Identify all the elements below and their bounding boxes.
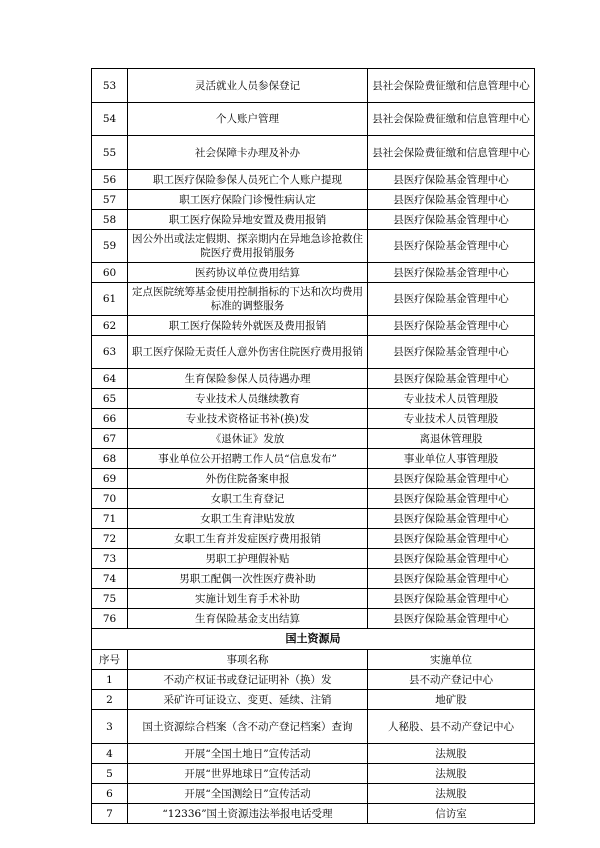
implementing-unit: 法规股	[368, 784, 535, 804]
implementing-unit: 县医疗保险基金管理中心	[368, 170, 535, 190]
table-row	[92, 170, 535, 190]
implementing-unit: 县医疗保险基金管理中心	[368, 569, 535, 589]
header-implementing-unit: 实施单位	[368, 650, 535, 670]
item-name: 医药协议单位费用结算	[128, 263, 368, 283]
row-number: 70	[92, 489, 128, 509]
table-row	[92, 804, 535, 824]
item-name: 男职工护理假补贴	[128, 549, 368, 569]
table-row	[92, 336, 535, 369]
row-number: 5	[92, 764, 128, 784]
table-row	[92, 69, 535, 103]
implementing-unit: 县医疗保险基金管理中心	[368, 230, 535, 263]
table-row	[92, 589, 535, 609]
implementing-unit: 县社会保险费征缴和信息管理中心	[368, 103, 535, 136]
table-row	[92, 429, 535, 449]
row-number: 6	[92, 784, 128, 804]
row-number: 72	[92, 529, 128, 549]
table-row	[92, 369, 535, 389]
table-row	[92, 549, 535, 569]
row-number: 65	[92, 389, 128, 409]
table-row	[92, 136, 535, 170]
row-number: 68	[92, 449, 128, 469]
implementing-unit: 县医疗保险基金管理中心	[368, 263, 535, 283]
row-number: 4	[92, 744, 128, 764]
implementing-unit: 离退休管理股	[368, 429, 535, 449]
row-number: 7	[92, 804, 128, 824]
item-name: “12336”国土资源违法举报电话受理	[128, 804, 368, 824]
table-row	[92, 449, 535, 469]
table-row	[92, 690, 535, 710]
table-row	[92, 509, 535, 529]
item-name: 职工医疗保险无责任人意外伤害住院医疗费用报销	[128, 336, 368, 369]
row-number: 63	[92, 336, 128, 369]
implementing-unit: 县不动产登记中心	[368, 670, 535, 690]
implementing-unit: 事业单位人事管理股	[368, 449, 535, 469]
table-row	[92, 409, 535, 429]
item-name: 不动产权证书或登记证明补（换）发	[128, 670, 368, 690]
implementing-unit: 县医疗保险基金管理中心	[368, 589, 535, 609]
table-row	[92, 489, 535, 509]
row-number: 2	[92, 690, 128, 710]
row-number: 3	[92, 710, 128, 744]
implementing-unit: 县医疗保险基金管理中心	[368, 283, 535, 316]
row-number: 71	[92, 509, 128, 529]
item-name: 定点医院统筹基金使用控制指标的下达和次均费用标准的调整服务	[128, 283, 368, 316]
implementing-unit: 信访室	[368, 804, 535, 824]
row-number: 66	[92, 409, 128, 429]
row-number: 53	[92, 69, 128, 103]
item-name: 开展“全国测绘日”宣传活动	[128, 784, 368, 804]
row-number: 60	[92, 263, 128, 283]
implementing-unit: 法规股	[368, 744, 535, 764]
item-name: 职工医疗保险异地安置及费用报销	[128, 210, 368, 230]
row-number: 69	[92, 469, 128, 489]
table-row	[92, 710, 535, 744]
item-name: 职工医疗保险参保人员死亡个人账户提现	[128, 170, 368, 190]
item-name: 职工医疗保险门诊慢性病认定	[128, 190, 368, 210]
item-name: 生育保险参保人员待遇办理	[128, 369, 368, 389]
header-number: 序号	[92, 650, 128, 670]
item-name: 专业技术资格证书补(换)发	[128, 409, 368, 429]
item-name: 开展“全国土地日”宣传活动	[128, 744, 368, 764]
column-header-row	[92, 650, 535, 670]
table-row	[92, 316, 535, 336]
implementing-unit: 县医疗保险基金管理中心	[368, 336, 535, 369]
item-name: 国土资源综合档案（含不动产登记档案）查询	[128, 710, 368, 744]
row-number: 55	[92, 136, 128, 170]
row-number: 54	[92, 103, 128, 136]
implementing-unit: 县医疗保险基金管理中心	[368, 190, 535, 210]
item-name: 女职工生育津贴发放	[128, 509, 368, 529]
implementing-unit: 县社会保险费征缴和信息管理中心	[368, 69, 535, 103]
implementing-unit: 县医疗保险基金管理中心	[368, 609, 535, 629]
implementing-unit: 专业技术人员管理股	[368, 389, 535, 409]
implementing-unit: 县医疗保险基金管理中心	[368, 549, 535, 569]
table-row	[92, 263, 535, 283]
row-number: 62	[92, 316, 128, 336]
row-number: 59	[92, 230, 128, 263]
implementing-unit: 县医疗保险基金管理中心	[368, 529, 535, 549]
table-row	[92, 569, 535, 589]
item-name: 灵活就业人员参保登记	[128, 69, 368, 103]
implementing-unit: 县医疗保险基金管理中心	[368, 469, 535, 489]
table-row	[92, 670, 535, 690]
implementing-unit: 县医疗保险基金管理中心	[368, 509, 535, 529]
implementing-unit: 法规股	[368, 764, 535, 784]
table-row	[92, 744, 535, 764]
row-number: 74	[92, 569, 128, 589]
implementing-unit: 县医疗保险基金管理中心	[368, 369, 535, 389]
implementing-unit: 县医疗保险基金管理中心	[368, 489, 535, 509]
item-name: 专业技术人员继续教育	[128, 389, 368, 409]
item-name: 男职工配偶一次性医疗费补助	[128, 569, 368, 589]
row-number: 58	[92, 210, 128, 230]
item-name: 事业单位公开招聘工作人员“信息发布”	[128, 449, 368, 469]
section-title: 国土资源局	[92, 629, 535, 650]
table-row	[92, 529, 535, 549]
item-name: 社会保障卡办理及补办	[128, 136, 368, 170]
row-number: 56	[92, 170, 128, 190]
table-row	[92, 190, 535, 210]
section-header-row	[92, 629, 535, 650]
table-row	[92, 609, 535, 629]
item-name: 个人账户管理	[128, 103, 368, 136]
item-name: 外伤住院备案申报	[128, 469, 368, 489]
row-number: 1	[92, 670, 128, 690]
implementing-unit: 专业技术人员管理股	[368, 409, 535, 429]
table-row	[92, 784, 535, 804]
table-row	[92, 210, 535, 230]
service-items-table	[91, 68, 535, 824]
table-row	[92, 764, 535, 784]
row-number: 76	[92, 609, 128, 629]
row-number: 75	[92, 589, 128, 609]
table-row	[92, 230, 535, 263]
implementing-unit: 人秘股、县不动产登记中心	[368, 710, 535, 744]
row-number: 61	[92, 283, 128, 316]
header-item-name: 事项名称	[128, 650, 368, 670]
implementing-unit: 县社会保险费征缴和信息管理中心	[368, 136, 535, 170]
table-row	[92, 389, 535, 409]
item-name: 因公外出或法定假期、探亲期内在异地急诊抢救住院医疗费用报销服务	[128, 230, 368, 263]
row-number: 64	[92, 369, 128, 389]
item-name: 女职工生育并发症医疗费用报销	[128, 529, 368, 549]
table-row	[92, 103, 535, 136]
row-number: 57	[92, 190, 128, 210]
item-name: 实施计划生育手术补助	[128, 589, 368, 609]
implementing-unit: 地矿股	[368, 690, 535, 710]
item-name: 生育保险基金支出结算	[128, 609, 368, 629]
table-row	[92, 469, 535, 489]
item-name: 职工医疗保险转外就医及费用报销	[128, 316, 368, 336]
item-name: 开展“世界地球日”宣传活动	[128, 764, 368, 784]
table-row	[92, 283, 535, 316]
row-number: 67	[92, 429, 128, 449]
row-number: 73	[92, 549, 128, 569]
item-name: 《退休证》发放	[128, 429, 368, 449]
item-name: 女职工生育登记	[128, 489, 368, 509]
implementing-unit: 县医疗保险基金管理中心	[368, 316, 535, 336]
implementing-unit: 县医疗保险基金管理中心	[368, 210, 535, 230]
item-name: 采矿许可证设立、变更、延续、注销	[128, 690, 368, 710]
